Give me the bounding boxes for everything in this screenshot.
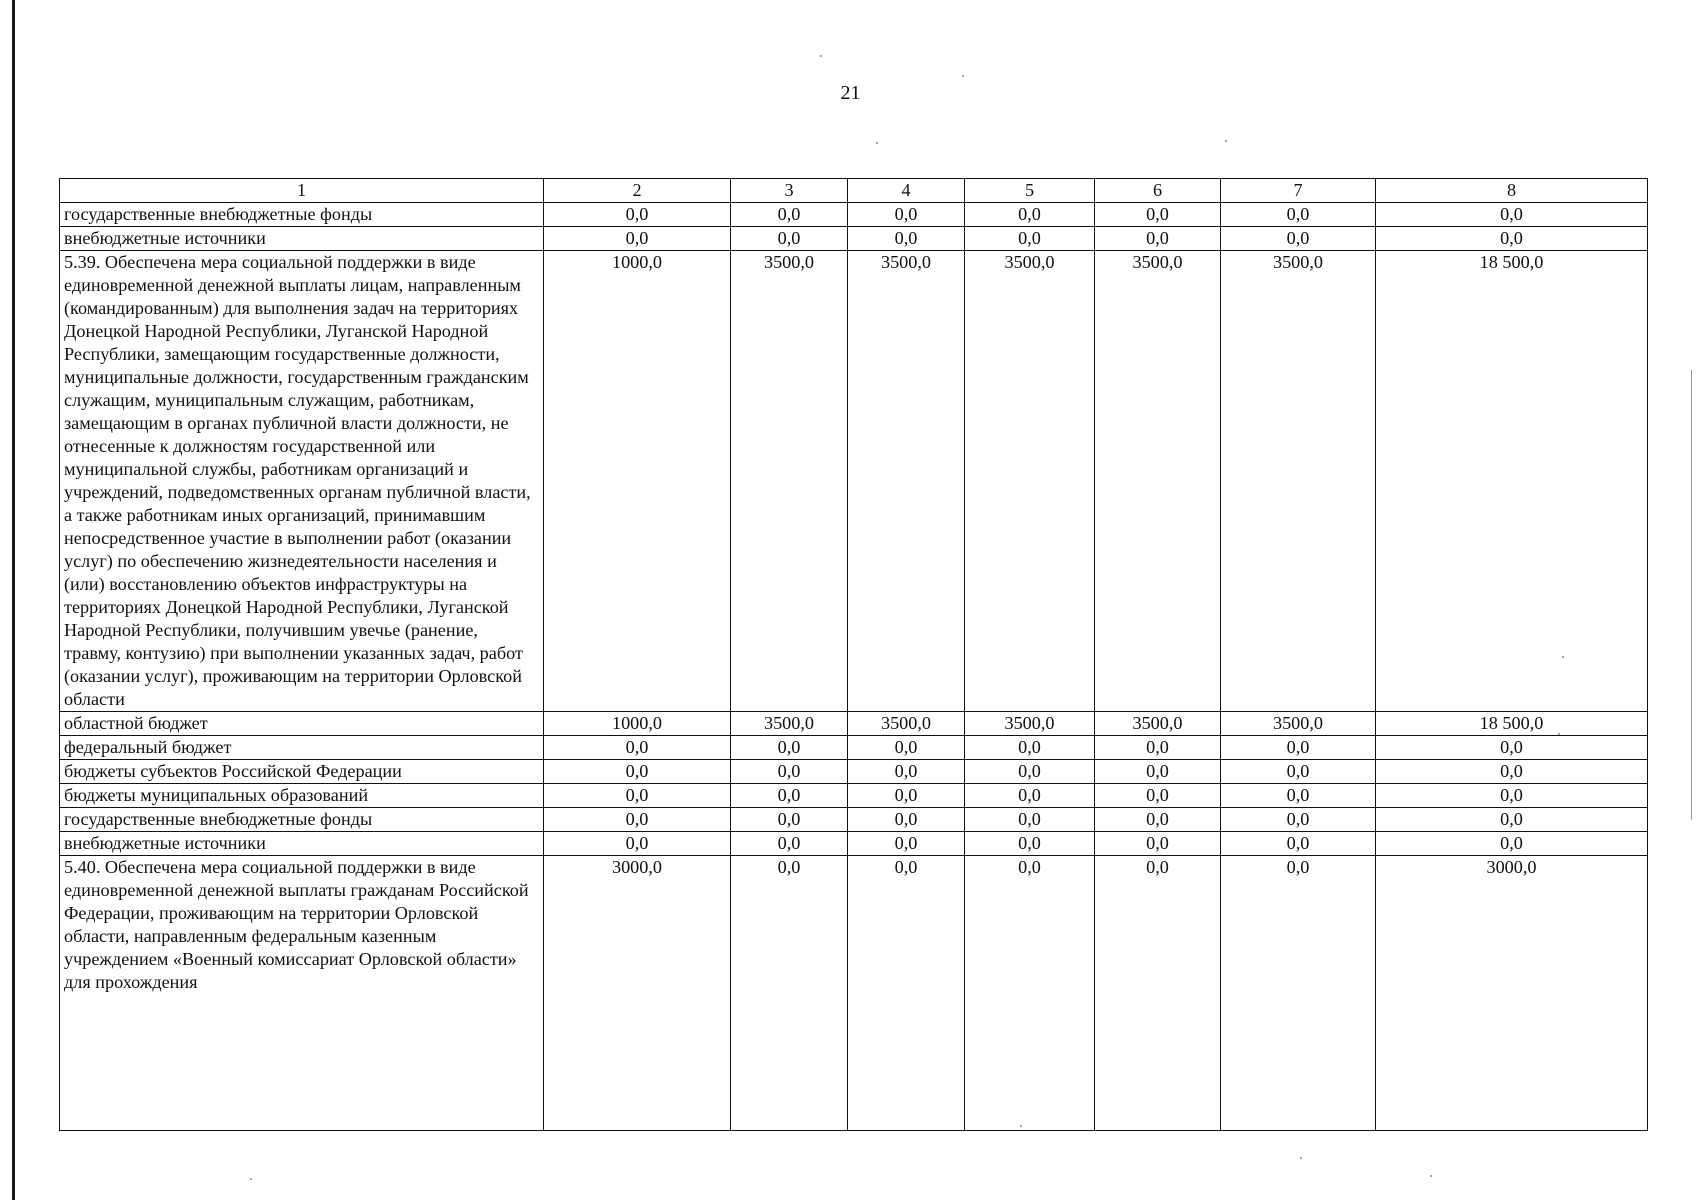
value-cell: 18 500,0 — [1376, 251, 1648, 712]
value-cell: 3500,0 — [965, 251, 1095, 712]
scan-speck — [876, 142, 878, 144]
funding-source-label: федеральный бюджет — [60, 736, 544, 760]
value-cell: 3000,0 — [544, 856, 731, 1131]
table-body — [60, 179, 1648, 1131]
value-cell: 0,0 — [1221, 760, 1376, 784]
funding-source-row — [60, 712, 1648, 736]
value-cell: 0,0 — [1095, 203, 1221, 227]
header-cell: 6 — [1095, 179, 1221, 203]
value-cell: 3500,0 — [848, 251, 965, 712]
value-cell: 1000,0 — [544, 251, 731, 712]
funding-source-label: областной бюджет — [60, 712, 544, 736]
value-cell: 0,0 — [1095, 808, 1221, 832]
value-cell: 0,0 — [731, 856, 848, 1131]
funding-source-row — [60, 203, 1648, 227]
funding-source-label: государственные внебюджетные фонды — [60, 203, 544, 227]
value-cell: 0,0 — [731, 760, 848, 784]
value-cell: 3500,0 — [731, 712, 848, 736]
value-cell: 3500,0 — [848, 712, 965, 736]
value-cell: 0,0 — [544, 760, 731, 784]
value-cell: 0,0 — [1376, 227, 1648, 251]
value-cell: 3500,0 — [731, 251, 848, 712]
value-cell: 0,0 — [731, 832, 848, 856]
value-cell: 0,0 — [848, 808, 965, 832]
scan-speck — [820, 55, 822, 57]
scan-speck — [1020, 1125, 1022, 1127]
value-cell: 0,0 — [965, 832, 1095, 856]
value-cell: 0,0 — [965, 203, 1095, 227]
measure-row — [60, 251, 1648, 712]
value-cell: 0,0 — [848, 227, 965, 251]
funding-source-label: внебюджетные источники — [60, 832, 544, 856]
scan-speck — [1225, 140, 1227, 142]
value-cell: 0,0 — [1221, 736, 1376, 760]
header-cell: 1 — [60, 179, 544, 203]
header-cell: 8 — [1376, 179, 1648, 203]
measure-row — [60, 856, 1648, 1131]
value-cell: 0,0 — [1376, 784, 1648, 808]
funding-source-row — [60, 808, 1648, 832]
value-cell: 3500,0 — [965, 712, 1095, 736]
scan-speck — [962, 75, 964, 77]
scan-left-edge — [12, 0, 15, 1200]
funding-source-row — [60, 832, 1648, 856]
header-cell: 7 — [1221, 179, 1376, 203]
funding-source-label: внебюджетные источники — [60, 227, 544, 251]
value-cell: 0,0 — [1221, 856, 1376, 1131]
value-cell: 0,0 — [1376, 203, 1648, 227]
scan-speck — [1562, 656, 1564, 658]
value-cell: 0,0 — [544, 227, 731, 251]
value-cell: 0,0 — [848, 203, 965, 227]
header-cell: 4 — [848, 179, 965, 203]
page-number: 21 — [840, 82, 861, 104]
value-cell: 0,0 — [1221, 832, 1376, 856]
funding-source-row — [60, 227, 1648, 251]
value-cell: 0,0 — [544, 203, 731, 227]
scan-speck — [1558, 733, 1560, 735]
value-cell: 3500,0 — [1221, 712, 1376, 736]
budget-table — [59, 178, 1648, 1131]
value-cell: 0,0 — [731, 784, 848, 808]
value-cell: 0,0 — [1095, 832, 1221, 856]
value-cell: 3500,0 — [1221, 251, 1376, 712]
value-cell: 0,0 — [965, 856, 1095, 1131]
value-cell: 0,0 — [1095, 736, 1221, 760]
value-cell: 18 500,0 — [1376, 712, 1648, 736]
header-cell: 5 — [965, 179, 1095, 203]
value-cell: 0,0 — [1095, 856, 1221, 1131]
scan-speck — [1300, 1157, 1302, 1159]
value-cell: 0,0 — [544, 736, 731, 760]
value-cell: 0,0 — [1221, 784, 1376, 808]
value-cell: 0,0 — [848, 856, 965, 1131]
value-cell: 0,0 — [731, 203, 848, 227]
value-cell: 0,0 — [1221, 203, 1376, 227]
value-cell: 3500,0 — [1095, 712, 1221, 736]
measure-description: 5.39. Обеспечена мера социальной поддержки в виде единовременной денежной выплаты лицам, направленным (командированным) для выполнения задач на территориях Донецкой Народной Республики, Луганской Народной Республики, замещающим государственные должности, муниципальные должности, государственным гражданским служащим, муниципальным служащим, работникам, замещающим в органах публичной власти должности, не отнесенные к должностям государственной или муниципальной службы, работникам организаций и учреждений, подведомственных органам публичной власти, а также работникам иных организаций, принимавшим непосредственное участие в выполнении работ (оказании услуг) по обеспечению жизнедеятельности населения и (или) восстановлению объектов инфраструктуры на территориях Донецкой Народной Республики, Луганской Народной Республики, получившим увечье (ранение, травму, контузию) при выполнении указанных задач, работ (оказании услуг), проживающим на территории Орловской области — [60, 251, 544, 712]
value-cell: 3500,0 — [1095, 251, 1221, 712]
value-cell: 0,0 — [965, 760, 1095, 784]
value-cell: 0,0 — [965, 784, 1095, 808]
header-row — [60, 179, 1648, 203]
measure-description-text: 5.40. Обеспечена мера социальной поддержки в виде единовременной денежной выплаты гражданам Российской Федерации, проживающим на территории Орловской области, направленным федеральным казенным учреждением «Военный комиссариат Орловской области» для прохождения — [64, 857, 529, 992]
value-cell: 0,0 — [1376, 832, 1648, 856]
scan-speck — [1430, 1175, 1432, 1177]
value-cell: 1000,0 — [544, 712, 731, 736]
value-cell: 0,0 — [1095, 227, 1221, 251]
scan-right-edge — [1691, 370, 1692, 820]
funding-source-row — [60, 784, 1648, 808]
value-cell: 0,0 — [965, 808, 1095, 832]
value-cell: 0,0 — [1376, 760, 1648, 784]
funding-source-label: бюджеты субъектов Российской Федерации — [60, 760, 544, 784]
value-cell: 0,0 — [544, 832, 731, 856]
value-cell: 0,0 — [965, 227, 1095, 251]
value-cell: 0,0 — [544, 808, 731, 832]
value-cell: 0,0 — [848, 736, 965, 760]
value-cell: 0,0 — [731, 808, 848, 832]
value-cell: 0,0 — [544, 784, 731, 808]
value-cell: 0,0 — [1095, 760, 1221, 784]
funding-source-row — [60, 736, 1648, 760]
value-cell: 0,0 — [848, 832, 965, 856]
header-cell: 2 — [544, 179, 731, 203]
value-cell: 0,0 — [1095, 784, 1221, 808]
value-cell: 0,0 — [1376, 808, 1648, 832]
value-cell: 0,0 — [848, 760, 965, 784]
value-cell: 0,0 — [731, 227, 848, 251]
value-cell: 0,0 — [1221, 227, 1376, 251]
value-cell: 0,0 — [848, 784, 965, 808]
value-cell: 0,0 — [731, 736, 848, 760]
value-cell: 0,0 — [1221, 808, 1376, 832]
funding-source-label: государственные внебюджетные фонды — [60, 808, 544, 832]
value-cell: 0,0 — [965, 736, 1095, 760]
funding-source-label: бюджеты муниципальных образований — [60, 784, 544, 808]
scan-speck — [250, 1178, 252, 1180]
value-cell: 3000,0 — [1376, 856, 1648, 1131]
funding-source-row — [60, 760, 1648, 784]
header-cell: 3 — [731, 179, 848, 203]
value-cell: 0,0 — [1376, 736, 1648, 760]
measure-description — [60, 856, 544, 1131]
